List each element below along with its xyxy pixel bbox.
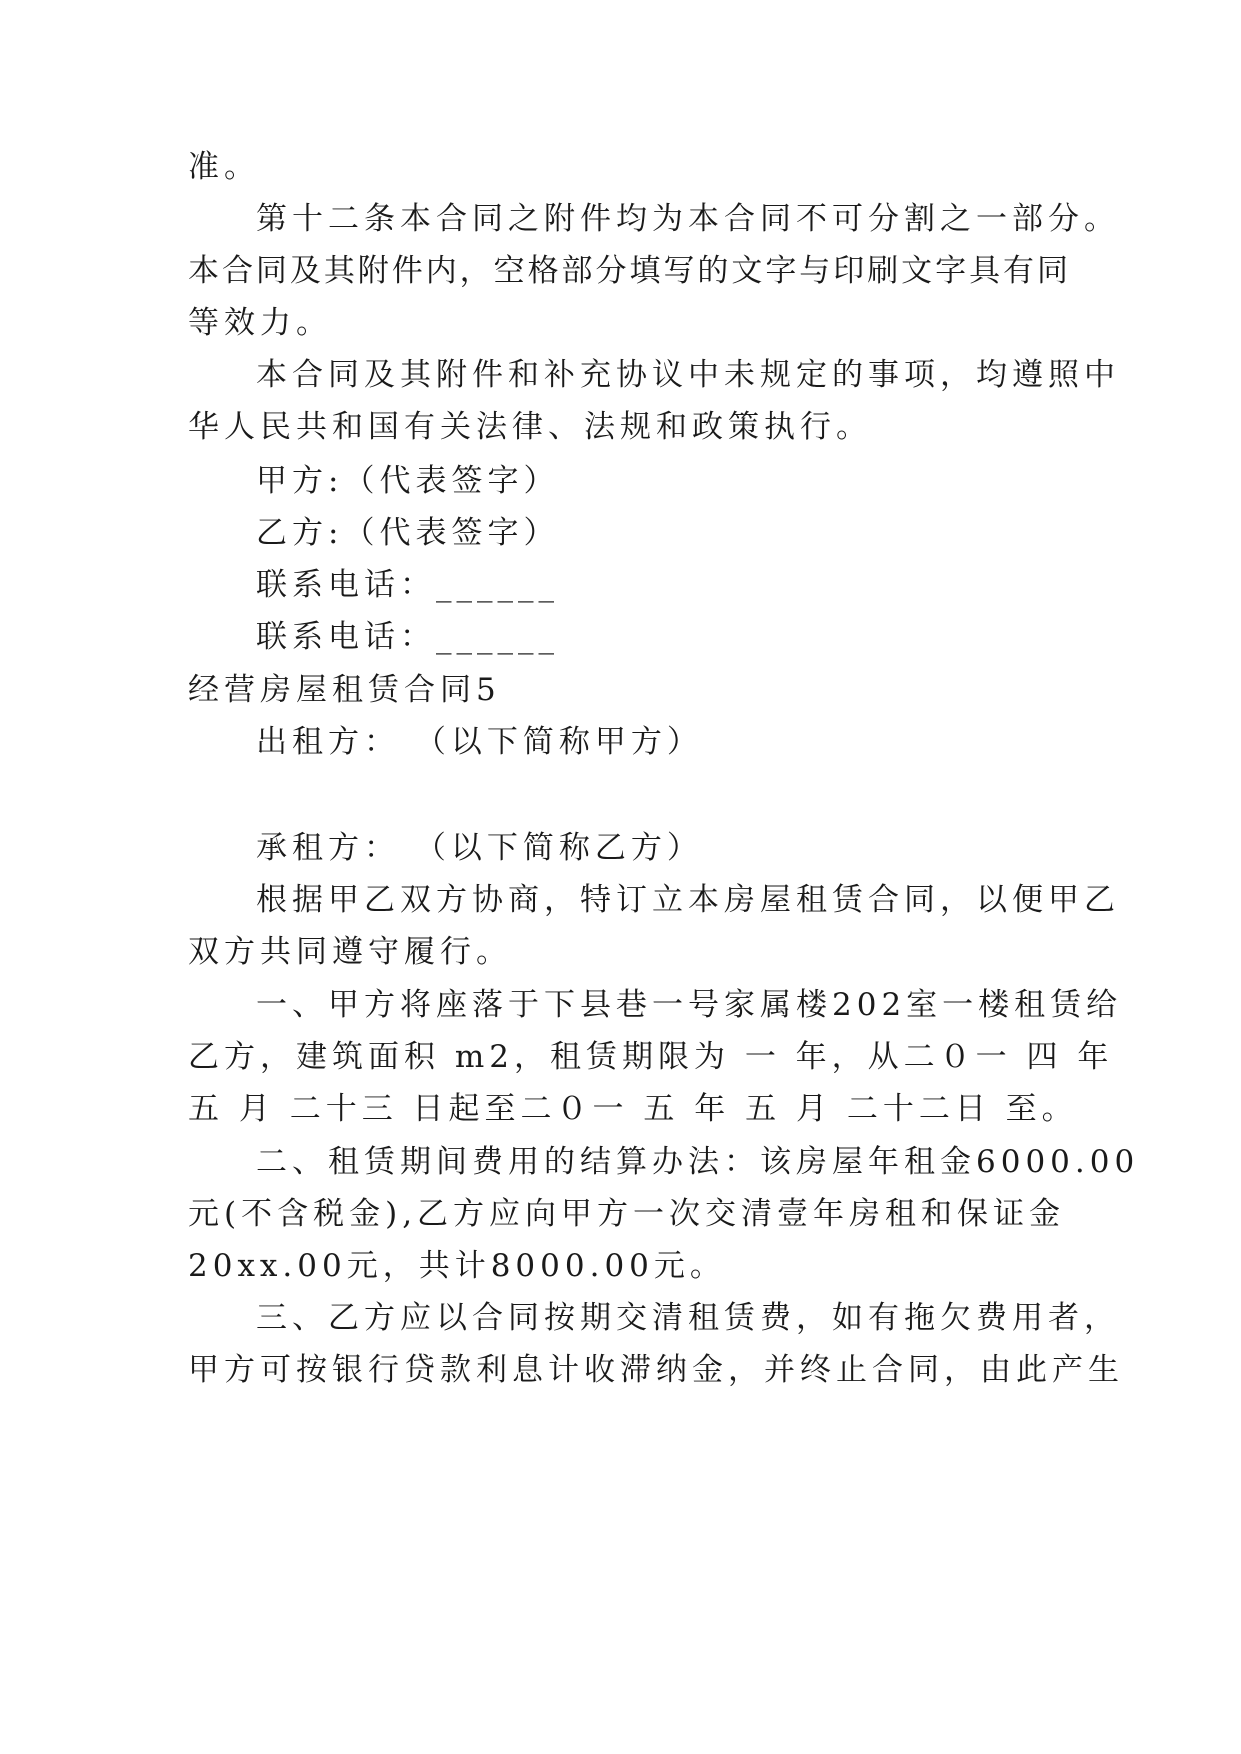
clause-2-paragraph: 二、租赁期间费用的结算办法：该房屋年租金6000.00 <box>256 1144 1140 1180</box>
text-line: 五 月 二十三 日起至二０一 五 年 五 月 二十二日 至。 <box>188 1091 1078 1127</box>
text-line: 20xx.00元，共计8000.00元。 <box>188 1248 726 1284</box>
section-title: 经营房屋租赁合同5 <box>188 672 501 708</box>
text-line: 本合同及其附件和补充协议中未规定的事项，均遵照中 <box>256 357 1120 393</box>
party-b-signature: 乙方:（代表签字） <box>256 515 560 551</box>
text-line: 准。 <box>188 149 260 185</box>
phone-field-a: 联系电话：______ <box>256 567 559 603</box>
text-line: 乙方，建筑面积 m2，租赁期限为 一 年，从二０一 四 年 <box>188 1039 1114 1075</box>
party-a-signature: 甲方:（代表签字） <box>256 463 560 499</box>
lessor-line: 出租方： （以下简称甲方） <box>256 724 703 760</box>
clause-12-paragraph: 第十二条本合同之附件均为本合同不可分割之一部分。 <box>256 201 1120 237</box>
text-line: 甲方可按银行贷款利息计收滞纳金，并终止合同，由此产生 <box>188 1352 1124 1388</box>
lessee-line: 承租方： （以下简称乙方） <box>256 830 703 866</box>
text-line: 华人民共和国有关法律、法规和政策执行。 <box>188 409 872 445</box>
text-line: 等效力。 <box>188 305 332 341</box>
text-line: 本合同及其附件内，空格部分填写的文字与印刷文字具有同 <box>188 253 1068 289</box>
text-line: 双方共同遵守履行。 <box>188 934 512 970</box>
phone-field-b: 联系电话：______ <box>256 619 559 655</box>
clause-3-paragraph: 三、乙方应以合同按期交清租赁费，如有拖欠费用者， <box>256 1300 1120 1336</box>
text-line: 元(不含税金),乙方应向甲方一次交清壹年房租和保证金 <box>188 1196 1066 1232</box>
text-line: 根据甲乙双方协商，特订立本房屋租赁合同，以便甲乙 <box>256 882 1120 918</box>
clause-1-paragraph: 一、甲方将座落于下县巷一号家属楼202室一楼租赁给 <box>256 987 1123 1023</box>
